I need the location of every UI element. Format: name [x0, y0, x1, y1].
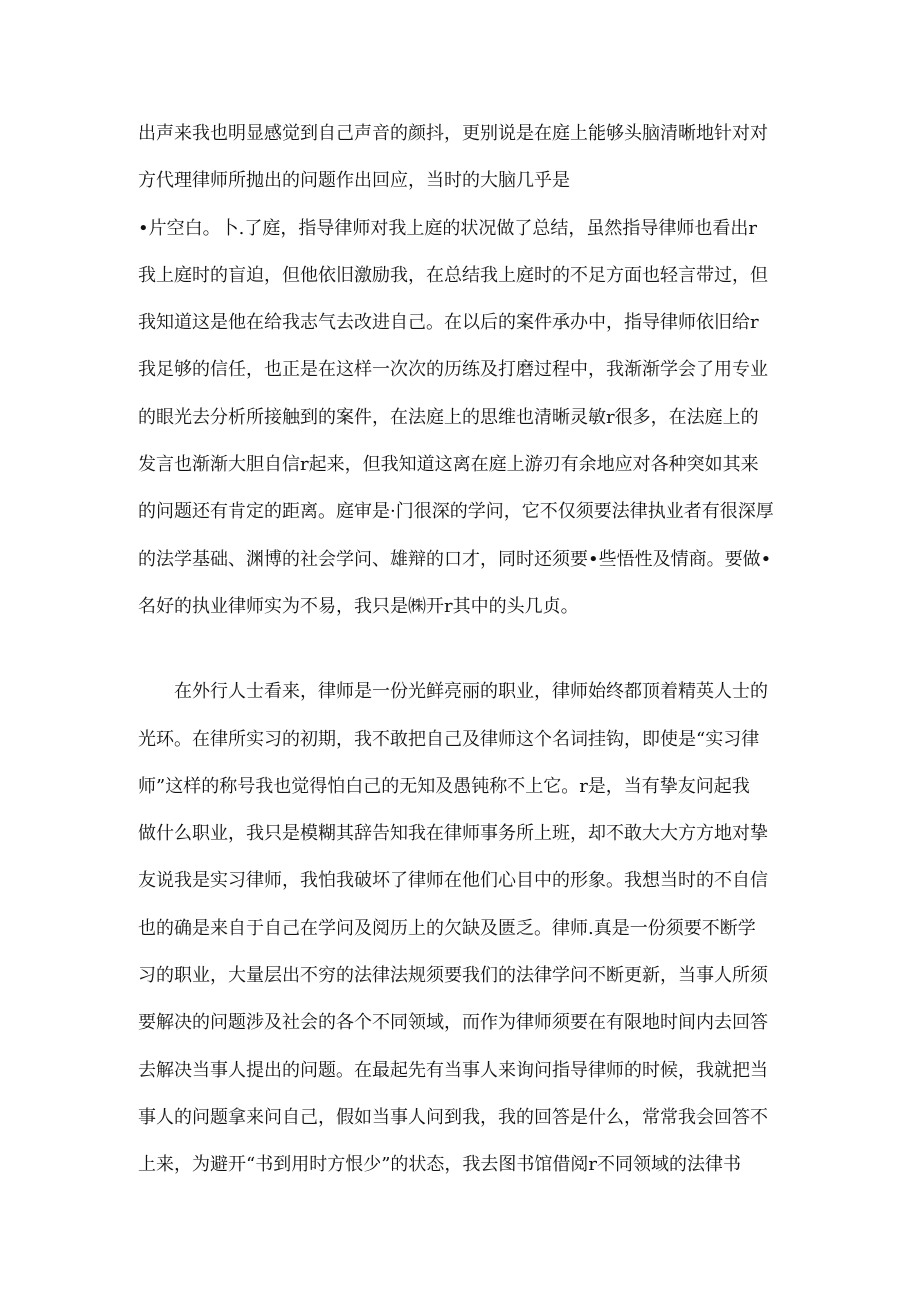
- paragraph-line: 发言也渐渐大胆自信r起来，但我知道这离在庭上游刃有余地应对各种突如其来: [138, 454, 759, 476]
- paragraph-line: •片空白。卜.了庭，指导律师对我上庭的状况做了总结，虽然指导律师也看出r: [138, 217, 757, 239]
- paragraph-spacer: [138, 630, 798, 668]
- paragraph-line: 也的确是来自于自己在学问及阅历上的欠缺及匮乏。律师.真是一份须要不断学: [138, 917, 756, 939]
- paragraph-line: 我上庭时的盲迫，但他依旧激励我，在总结我上庭时的不足方面也轻言带过，但: [138, 264, 768, 286]
- paragraph-line: 习的职业，大量层出不穷的法律法规须要我们的法律学问不断更新，当事人所须: [138, 965, 768, 987]
- paragraph-line: 的问题还有肯定的距离。庭审是·门很深的学问，它不仅须要法律执业者有很深厚: [138, 501, 774, 523]
- paragraph-line: 我足够的信任，也正是在这样一次次的历练及打磨过程中，我渐渐学会了用专业: [138, 359, 768, 381]
- paragraph-line: 方代理律师所抛出的问题作出回应，当时的大脑几乎是: [138, 170, 570, 192]
- paragraph-line: 上来，为避开“书到用时方恨少”的状态，我去图书馆借阅r不同领域的法律书: [138, 1154, 742, 1176]
- paragraph-line: 友说我是实习律师，我怕我破坏了律师在他们心目中的形象。我想当时的不自信: [138, 870, 768, 892]
- paragraph-line: 光环。在律所实习的初期，我不敢把自己及律师这个名词挂钩，即使是“实习律: [138, 728, 760, 750]
- paragraph-line: 我知道这是他在给我志气去改进自己。在以后的案件承办中，指导律师依旧给r: [138, 312, 759, 334]
- paragraph-line: 事人的问题拿来问自己，假如当事人问到我，我的回答是什么，常常我会回答不: [138, 1106, 768, 1128]
- paragraph-line: 的眼光去分析所接触到的案件，在法庭上的思维也清晰灵敏r很多，在法庭上的: [138, 406, 759, 428]
- paragraph-line: 要解决的问题涉及社会的各个不同领域，而作为律师须要在有限地时间内去回答: [138, 1012, 768, 1034]
- paragraph-1: [138, 110, 798, 630]
- paragraph-line: 名好的执业律师实为不易，我只是㈱开r其中的头几贞。: [138, 595, 579, 617]
- document-body: [138, 110, 798, 1189]
- paragraph-line: 做什么职业，我只是模糊其辞告知我在律师事务所上班，却不敢大大方方地对挚: [138, 823, 768, 845]
- paragraph-line: 的法学基础、渊博的社会学问、雄辩的口才，同时还须要•些悟性及情商。要做•: [138, 548, 772, 570]
- paragraph-line: 出声来我也明显感觉到自己声音的颜抖，更别说是在庭上能够头脑清晰地针对对: [138, 123, 768, 144]
- paragraph-line: 师”这样的称号我也觉得怕白己的无知及愚钝称不上它。r是，当有挚友问起我: [138, 775, 750, 797]
- paragraph-line: 去解决当事人提出的问题。在最起先有当事人来询问指导律师的时候，我就把当: [138, 1059, 768, 1081]
- paragraph-2: [138, 668, 798, 1188]
- paragraph-line: 在外行人士看来，律师是一份光鲜亮丽的职业，律师始终都顶着精英人士的: [174, 681, 768, 703]
